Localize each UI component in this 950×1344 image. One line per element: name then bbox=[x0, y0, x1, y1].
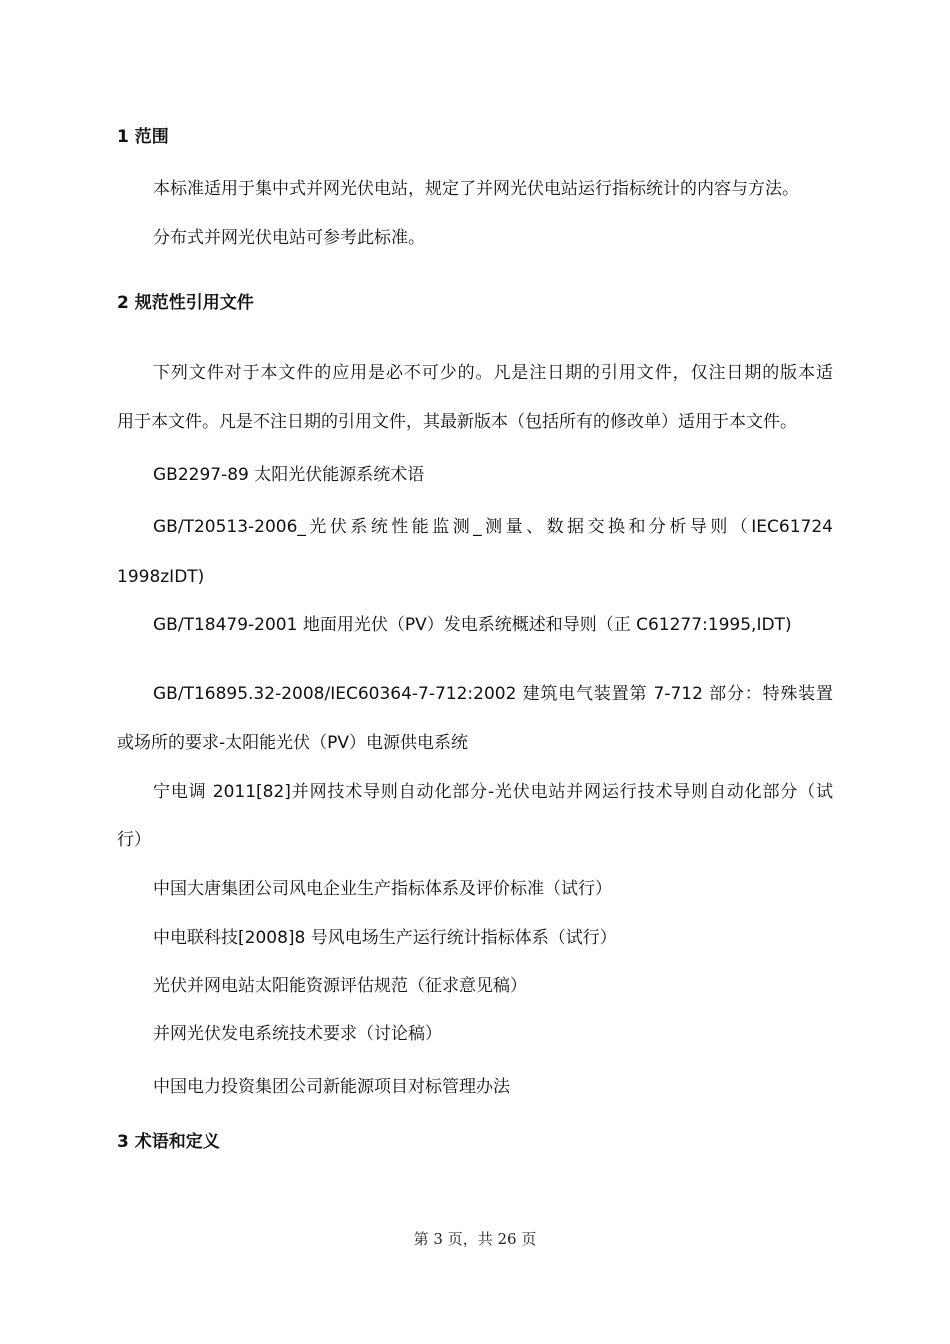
reference-item: 宁电调 2011[82]并网技术导则自动化部分-光伏电站并网运行技术导则自动化部分（试 bbox=[153, 782, 833, 802]
reference-item: 中电联科技[2008]8 号风电场生产运行统计指标体系（试行） bbox=[153, 928, 617, 948]
section-1-paragraph: 分布式并网光伏电站可参考此标准。 bbox=[153, 228, 425, 248]
reference-item: 1998zIDT) bbox=[117, 567, 205, 587]
section-2-intro: 下列文件对于本文件的应用是必不可少的。凡是注日期的引用文件，仅注日期的版本适 bbox=[153, 363, 833, 383]
section-2-heading: 2 规范性引用文件 bbox=[117, 293, 254, 313]
reference-item: GB/T20513-2006_光伏系统性能监测_测量、数据交换和分析导则（IEC61724 bbox=[153, 517, 833, 537]
section-1-paragraph: 本标准适用于集中式并网光伏电站，规定了并网光伏电站运行指标统计的内容与方法。 bbox=[153, 179, 799, 199]
page-number-footer: 第 3 页，共 26 页 bbox=[413, 1230, 537, 1248]
reference-item: 或场所的要求-太阳能光伏（PV）电源供电系统 bbox=[117, 733, 469, 753]
section-1-heading: 1 范围 bbox=[117, 127, 169, 147]
reference-item: 并网光伏发电系统技术要求（讨论稿） bbox=[153, 1024, 442, 1044]
reference-item: 行） bbox=[117, 830, 151, 850]
reference-item: 中国大唐集团公司风电企业生产指标体系及评价标准（试行） bbox=[153, 879, 612, 899]
reference-item: GB2297-89 太阳光伏能源系统术语 bbox=[153, 465, 425, 485]
reference-item: GB/T16895.32-2008/IEC60364-7-712:2002 建筑电气装置第 7-712 部分：特殊装置 bbox=[153, 684, 833, 704]
section-3-heading: 3 术语和定义 bbox=[117, 1132, 220, 1152]
reference-item: 光伏并网电站太阳能资源评估规范（征求意见稿） bbox=[153, 976, 527, 996]
reference-item: GB/T18479-2001 地面用光伏（PV）发电系统概述和导则（正 C61277:1995,IDT) bbox=[153, 615, 792, 635]
reference-item: 中国电力投资集团公司新能源项目对标管理办法 bbox=[153, 1077, 510, 1097]
section-2-intro: 用于本文件。凡是不注日期的引用文件，其最新版本（包括所有的修改单）适用于本文件。 bbox=[117, 412, 797, 432]
